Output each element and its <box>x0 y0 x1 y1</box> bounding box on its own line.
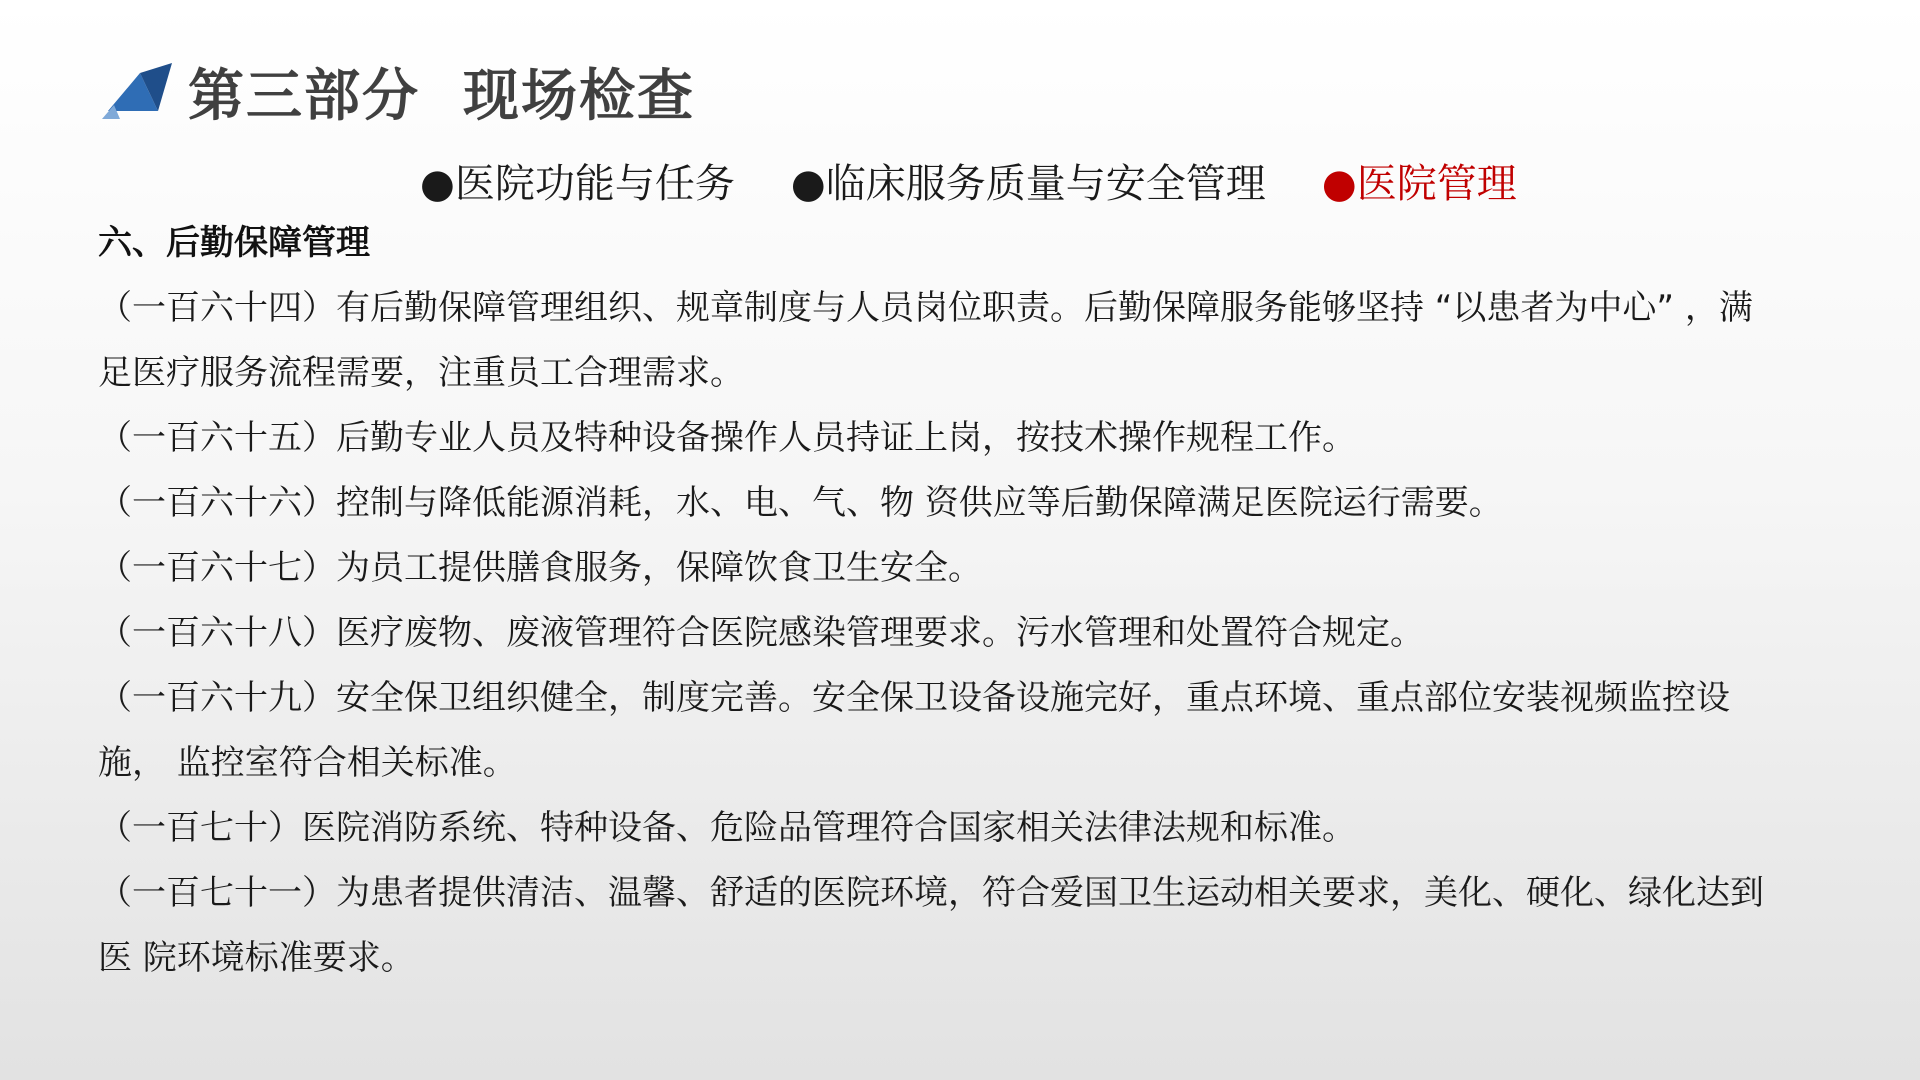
section-subheading: 六、后勤保障管理 <box>98 223 370 263</box>
list-item: （一百七十一）为患者提供清洁、温馨、舒适的医院环境，符合爱国卫生运动相关要求，美化、硬化、绿化达到医 院环境标准要求。 <box>98 873 1764 978</box>
section-title: 第三部分 现场检查 <box>188 64 695 129</box>
list-item: （一百六十四）有后勤保障管理组织、规章制度与人员岗位职责。后勤保障服务能够坚持 “以患者为中心” ，满足医疗服务流程需要，注重员工合理需求。 <box>98 288 1753 393</box>
blue-arrow-triangle-icon <box>100 61 176 123</box>
list-item: （一百六十六）控制与降低能源消耗，水、电、气、物 资供应等后勤保障满足医院运行需要。 <box>98 483 1503 523</box>
list-item: （一百六十九）安全保卫组织健全，制度完善。安全保卫设备设施完好，重点环境、重点部位安装视频监控设施， 监控室符合相关标准。 <box>98 678 1730 783</box>
list-item: （一百六十七）为员工提供膳食服务，保障饮食卫生安全。 <box>98 548 982 588</box>
list-item: （一百七十）医院消防系统、特种设备、危险品管理符合国家相关法律法规和标准。 <box>98 808 1356 848</box>
list-item: （一百六十八）医疗废物、废液管理符合医院感染管理要求。污水管理和处置符合规定。 <box>98 613 1424 653</box>
list-item: （一百六十五）后勤专业人员及特种设备操作人员持证上岗，按技术操作规程工作。 <box>98 418 1356 458</box>
tab-hospital-management[interactable]: ●医院管理 <box>1321 161 1517 207</box>
content-body <box>98 214 1782 991</box>
tab-clinical-quality-safety[interactable]: ●临床服务质量与安全管理 <box>790 161 1266 207</box>
nav-tabs <box>420 154 1517 214</box>
tab-hospital-function[interactable]: ●医院功能与任务 <box>420 161 735 207</box>
requirement-list <box>98 276 1782 991</box>
slide-header <box>100 52 695 132</box>
